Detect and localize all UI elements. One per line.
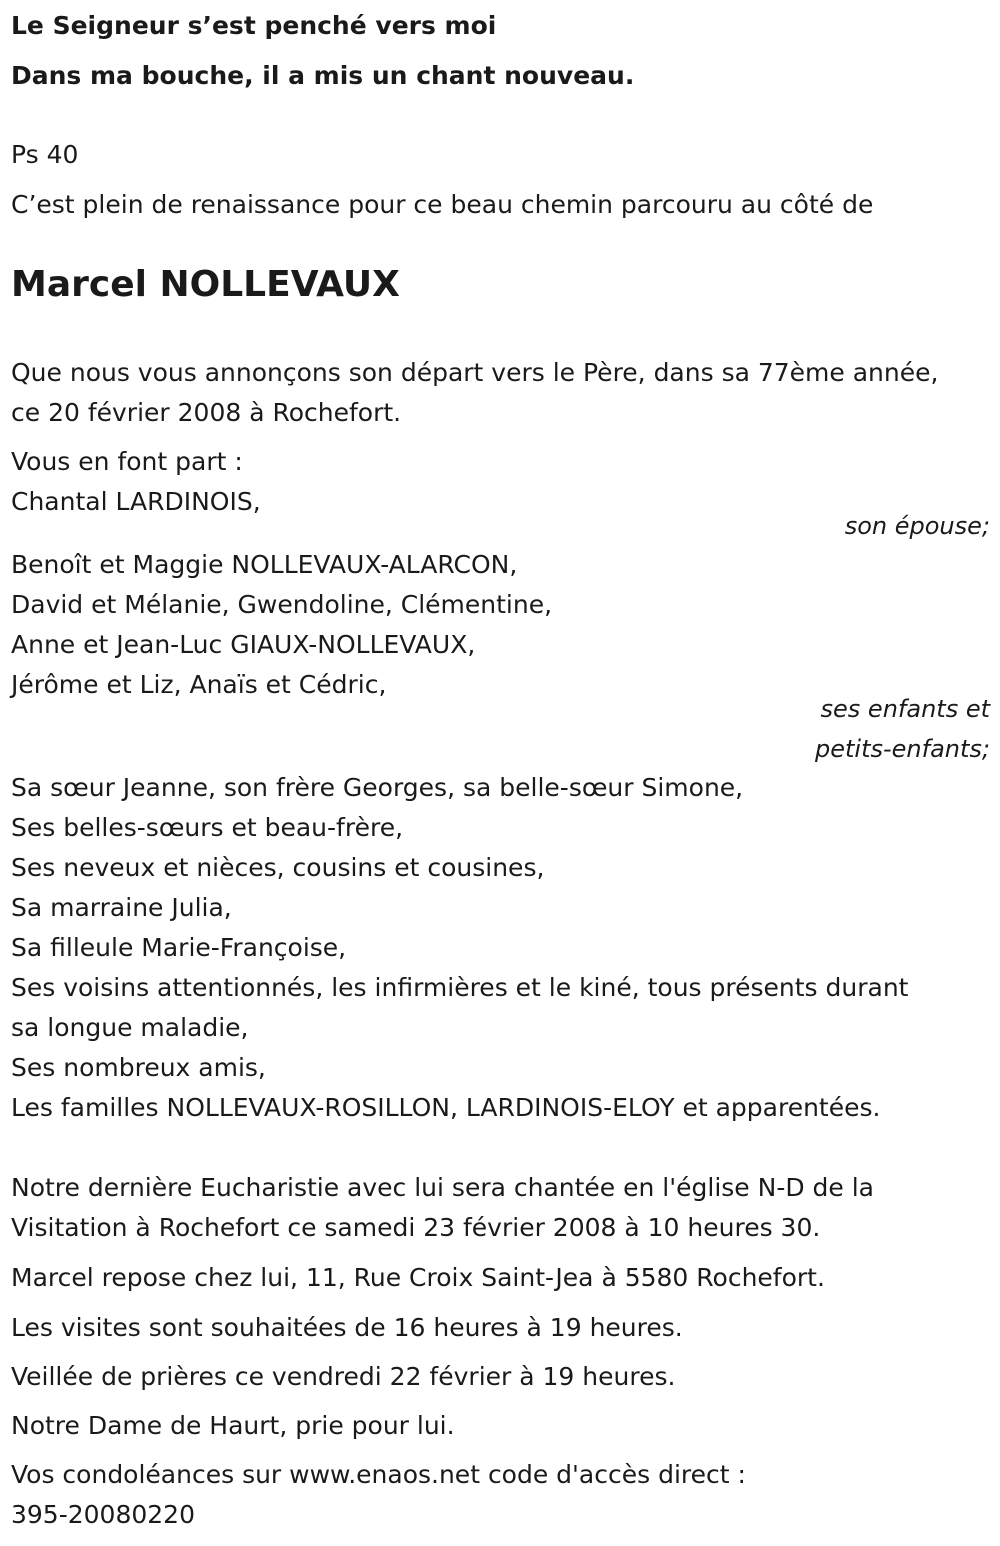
children-line: Anne et Jean-Luc GIAUX-NOLLEVAUX, xyxy=(11,630,476,659)
children-line: Jérôme et Liz, Anaïs et Cédric, xyxy=(11,670,387,699)
family-line: Ses voisins attentionnés, les infirmières et le kiné, tous présents durant xyxy=(11,973,909,1002)
spouse-relation: son épouse; xyxy=(844,512,990,540)
family-line: Ses belles-sœurs et beau-frère, xyxy=(11,813,404,842)
family-line: Ses neveux et nièces, cousins et cousines, xyxy=(11,853,545,882)
spouse-name: Chantal LARDINOIS, xyxy=(11,487,261,516)
intro-text: C’est plein de renaissance pour ce beau chemin parcouru au côté de xyxy=(11,190,874,219)
announcement-line-1: Que nous vous annonçons son départ vers le Père, dans sa 77ème année, xyxy=(11,358,939,387)
vigil: Veillée de prières ce vendredi 22 février à 19 heures. xyxy=(11,1362,676,1391)
prayer: Notre Dame de Haurt, prie pour lui. xyxy=(11,1411,455,1440)
children-relation-2: petits-enfants; xyxy=(815,735,990,763)
condolences-line-1: Vos condoléances sur www.enaos.net code d'accès direct : xyxy=(11,1460,746,1489)
notice-intro: Vous en font part : xyxy=(11,447,243,476)
psalm-reference: Ps 40 xyxy=(11,140,79,169)
verse-line-1: Le Seigneur s’est penché vers moi xyxy=(11,11,497,40)
children-relation-1: ses enfants et xyxy=(820,695,990,723)
family-line: sa longue maladie, xyxy=(11,1013,249,1042)
children-line: David et Mélanie, Gwendoline, Clémentine, xyxy=(11,590,553,619)
deceased-name: Marcel NOLLEVAUX xyxy=(11,264,400,305)
family-line: Sa marraine Julia, xyxy=(11,893,232,922)
family-line: Sa filleule Marie-Françoise, xyxy=(11,933,347,962)
family-line: Les familles NOLLEVAUX-ROSILLON, LARDINOIS-ELOY et apparentées. xyxy=(11,1093,881,1122)
ceremony-line-1: Notre dernière Eucharistie avec lui sera chantée en l'église N-D de la xyxy=(11,1173,875,1202)
verse-line-2: Dans ma bouche, il a mis un chant nouveau. xyxy=(11,61,635,90)
announcement-line-2: ce 20 février 2008 à Rochefort. xyxy=(11,398,402,427)
ceremony-line-2: Visitation à Rochefort ce samedi 23 février 2008 à 10 heures 30. xyxy=(11,1213,821,1242)
children-line: Benoît et Maggie NOLLEVAUX-ALARCON, xyxy=(11,550,518,579)
condolences-code: 395-20080220 xyxy=(11,1500,195,1529)
family-line: Ses nombreux amis, xyxy=(11,1053,266,1082)
visits: Les visites sont souhaitées de 16 heures à 19 heures. xyxy=(11,1313,683,1342)
rest-place: Marcel repose chez lui, 11, Rue Croix Saint-Jea à 5580 Rochefort. xyxy=(11,1263,825,1292)
family-line: Sa sœur Jeanne, son frère Georges, sa belle-sœur Simone, xyxy=(11,773,744,802)
